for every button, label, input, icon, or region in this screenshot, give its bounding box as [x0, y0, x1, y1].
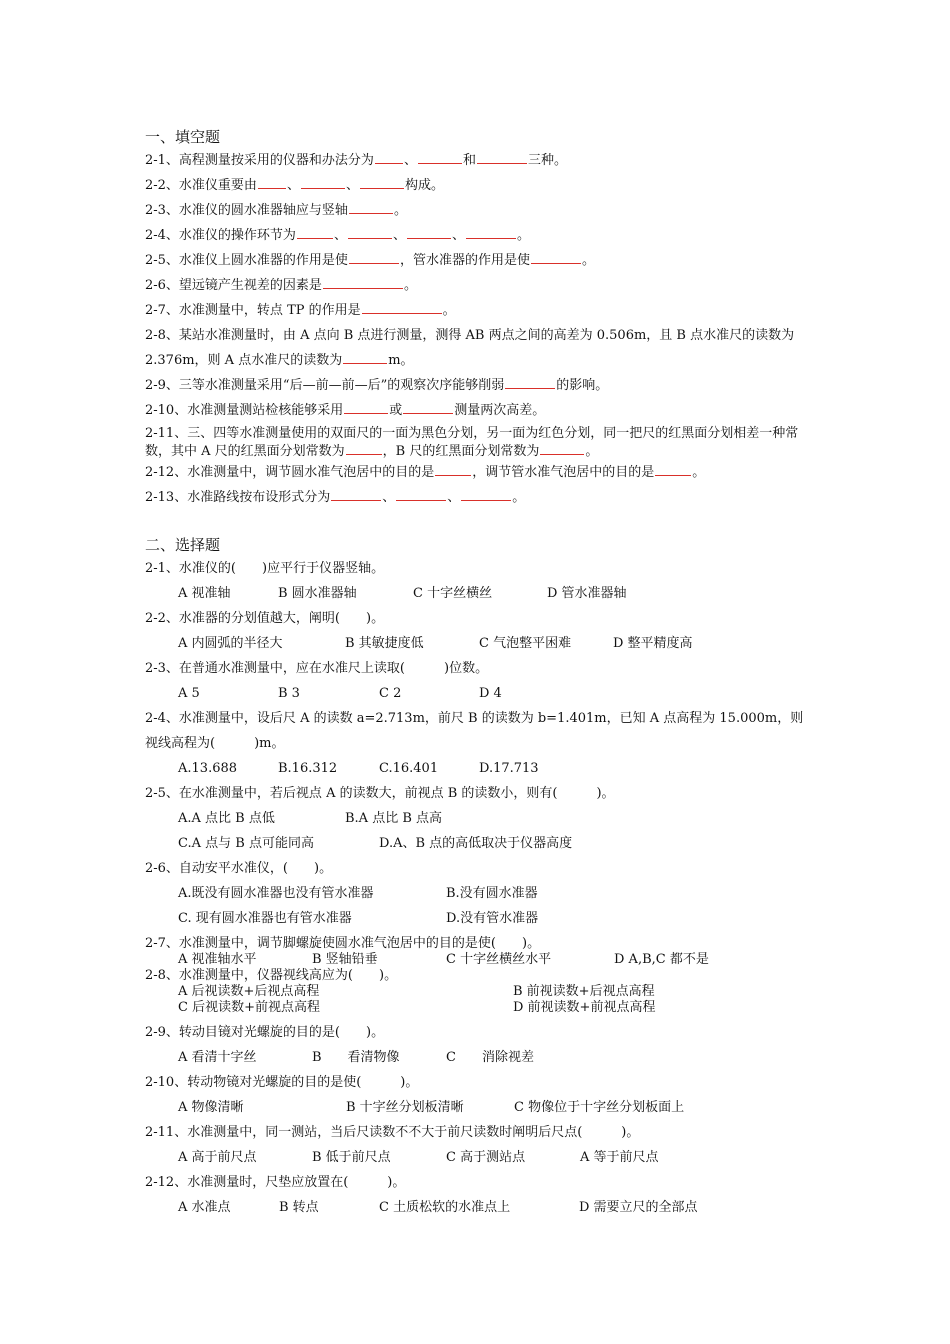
option-a[interactable]: A 后视读数+后视点高程: [178, 984, 320, 999]
options-2-11: [145, 1145, 810, 1170]
question-2-2-choice: 2-2、水准器的分划值越大，阐明( )。: [145, 611, 385, 626]
option-c[interactable]: C 十字丝横丝: [413, 586, 493, 601]
options-2-5: [145, 806, 810, 831]
answer-blank[interactable]: [331, 488, 381, 501]
answer-blank[interactable]: [375, 151, 403, 164]
options-2-5-row2: [145, 831, 810, 856]
option-a[interactable]: A 视准轴: [178, 586, 231, 601]
option-d[interactable]: D A,B,C 都不是: [614, 952, 709, 967]
option-c[interactable]: C 十字丝横丝水平: [446, 952, 552, 967]
option-c[interactable]: C 土质松软的水准点上: [379, 1200, 511, 1215]
answer-blank[interactable]: [301, 176, 345, 189]
option-b[interactable]: B.A 点比 B 点高: [345, 811, 443, 826]
option-c[interactable]: C 气泡整平困难: [479, 636, 572, 651]
answer-blank[interactable]: [349, 201, 393, 214]
question-2-4: 2-4、水准仪的操作环节为 、 、 、 。: [145, 228, 530, 243]
question-2-8: 2-8、某站水准测量时，由 A 点向 B 点进行测量，测得 AB 两点之间的高差为 0.506m，且 B 点水准尺的读数为 2.376m，则 A 点水准尺的读数为 m。: [145, 328, 795, 368]
option-b[interactable]: B 竖轴铅垂: [312, 952, 378, 967]
option-a2[interactable]: A 等于前尺点: [580, 1150, 659, 1165]
answer-blank[interactable]: [344, 401, 388, 414]
question-2-1: 2-1、高程测量按采用的仪器和办法分为 、 和 三种。: [145, 153, 567, 168]
option-c[interactable]: C 消除视差: [446, 1050, 534, 1065]
question-2-11: 2-11、三、四等水准测量使用的双面尺的一面为黑色分划，另一面为红色分划，同一把尺的红黑面分划相差一种常数，其中 A 尺的红黑面分划常数为 ，B 尺的红黑面分划常数为 。: [145, 426, 799, 459]
option-a[interactable]: A.A 点比 B 点低: [178, 811, 275, 826]
option-a[interactable]: A 看清十字丝: [178, 1050, 257, 1065]
options-2-6: [145, 881, 810, 906]
question-2-6: 2-6、望远镜产生视差的因素是 。: [145, 278, 417, 293]
option-b[interactable]: B.没有圆水准器: [446, 886, 538, 901]
option-b[interactable]: B 转点: [279, 1200, 319, 1215]
option-d[interactable]: D 整平精度高: [613, 636, 693, 651]
answer-blank[interactable]: [362, 301, 442, 314]
option-d[interactable]: D.没有管水准器: [446, 911, 539, 926]
answer-blank[interactable]: [531, 251, 581, 264]
answer-blank[interactable]: [540, 442, 584, 455]
option-c[interactable]: C 物像位于十字丝分划板面上: [514, 1100, 685, 1115]
answer-blank[interactable]: [348, 226, 392, 239]
options-2-10: [145, 1095, 810, 1120]
question-2-9-choice: 2-9、转动目镜对光螺旋的目的是( )。: [145, 1025, 385, 1040]
question-2-3: 2-3、水准仪的圆水准器轴应与竖轴 。: [145, 203, 407, 218]
answer-blank[interactable]: [297, 226, 333, 239]
question-2-2: 2-2、水准仪重要由 、 、 构成。: [145, 178, 444, 193]
answer-blank[interactable]: [477, 151, 527, 164]
option-c[interactable]: C. 现有圆水准器也有管水准器: [178, 911, 352, 926]
option-d[interactable]: D 前视读数+前视点高程: [513, 1000, 656, 1015]
options-2-3: [145, 681, 810, 706]
option-a[interactable]: A.13.688: [178, 761, 238, 776]
question-2-3-choice: 2-3、在普通水准测量中，应在水准尺上读取( )位数。: [145, 661, 489, 676]
question-2-4-choice: 2-4、水准测量中，设后尺 A 的读数 a=2.713m，前尺 B 的读数为 b=1.401m，已知 A 点高程为 15.000m，则视线高程为( )m。: [145, 711, 804, 751]
option-a[interactable]: A.既没有圆水准器也没有管水准器: [178, 886, 374, 901]
answer-blank[interactable]: [346, 442, 382, 455]
option-d[interactable]: D 4: [479, 686, 502, 701]
question-2-10: 2-10、水准测量测站检核能够采用 或 测量两次高差。: [145, 403, 546, 418]
question-2-7: 2-7、水准测量中，转点 TP 的作用是 。: [145, 303, 456, 318]
option-a[interactable]: A 内圆弧的半径大: [178, 636, 283, 651]
question-2-6-choice: 2-6、自动安平水准仪，( )。: [145, 861, 333, 876]
option-d[interactable]: D.17.713: [479, 761, 539, 776]
answer-blank[interactable]: [343, 351, 387, 364]
options-2-12: [145, 1195, 810, 1220]
option-c[interactable]: C.16.401: [379, 761, 439, 776]
answer-blank[interactable]: [323, 276, 403, 289]
answer-blank[interactable]: [403, 401, 453, 414]
answer-blank[interactable]: [349, 251, 399, 264]
option-b[interactable]: B.16.312: [278, 761, 338, 776]
answer-blank[interactable]: [407, 226, 451, 239]
option-a[interactable]: A 5: [178, 686, 200, 701]
option-c[interactable]: C.A 点与 B 点可能同高: [178, 836, 314, 851]
question-2-11-choice: 2-11、水准测量中，同一测站，当后尺读数不不大于前尺读数时阐明后尺点( )。: [145, 1125, 640, 1140]
option-b[interactable]: B 3: [278, 686, 300, 701]
question-2-12: 2-12、水准测量中，调节圆水准气泡居中的目的是 ，调节管水准气泡居中的目的是 。: [145, 465, 706, 480]
option-b[interactable]: B 前视读数+后视点高程: [513, 984, 655, 999]
option-a[interactable]: A 水准点: [178, 1200, 231, 1215]
option-d[interactable]: D 管水准器轴: [547, 586, 627, 601]
options-2-4: [145, 756, 810, 781]
option-b[interactable]: B 十字丝分划板清晰: [346, 1100, 464, 1115]
option-b[interactable]: B 其敏捷度低: [345, 636, 424, 651]
options-2-8: [145, 984, 810, 1000]
answer-blank[interactable]: [435, 463, 471, 476]
question-2-7-choice: 2-7、水准测量中，调节脚螺旋使圆水准气泡居中的目的是使( )。: [145, 936, 541, 951]
answer-blank[interactable]: [466, 226, 516, 239]
answer-blank[interactable]: [360, 176, 404, 189]
answer-blank[interactable]: [655, 463, 691, 476]
question-2-10-choice: 2-10、转动物镜对光螺旋的目的是使( )。: [145, 1075, 419, 1090]
question-2-12-choice: 2-12、水准测量时，尺垫应放置在( )。: [145, 1175, 406, 1190]
question-2-1-choice: 2-1、水准仪的( )应平行于仪器竖轴。: [145, 561, 385, 576]
answer-blank[interactable]: [396, 488, 446, 501]
options-2-8-row2: [145, 1000, 810, 1016]
options-2-7: [145, 952, 810, 968]
option-a[interactable]: A 物像清晰: [178, 1100, 244, 1115]
options-2-9: [145, 1045, 810, 1070]
option-b[interactable]: B 低于前尺点: [312, 1150, 391, 1165]
answer-blank[interactable]: [461, 488, 511, 501]
options-2-2: [145, 631, 810, 656]
question-2-5-choice: 2-5、在水准测量中，若后视点 A 的读数大，前视点 B 的读数小，则有( )。: [145, 786, 615, 801]
question-2-13: 2-13、水准路线按布设形式分为 、 、 。: [145, 490, 526, 505]
option-d[interactable]: D.A、B 点的高低取决于仪器高度: [379, 836, 573, 851]
question-2-9: 2-9、三等水准测量采用“后—前—前—后”的观察次序能够削弱 的影响。: [145, 378, 609, 393]
option-b[interactable]: B 圆水准器轴: [278, 586, 357, 601]
options-2-1: [145, 581, 810, 606]
section-title-multiple-choice: 二、选择题: [145, 536, 221, 554]
option-c[interactable]: C 高于测站点: [446, 1150, 526, 1165]
exam-content: [145, 126, 810, 1220]
option-a[interactable]: A 高于前尺点: [178, 1150, 257, 1165]
question-2-8-choice: 2-8、水准测量中，仪器视线高应为( )。: [145, 968, 398, 983]
option-c[interactable]: C 后视读数+前视点高程: [178, 1000, 320, 1015]
options-2-6-row2: [145, 906, 810, 931]
option-b[interactable]: B 看清物像: [312, 1050, 400, 1065]
answer-blank[interactable]: [258, 176, 286, 189]
question-2-5: 2-5、水准仪上圆水准器的作用是使 ，管水准器的作用是使 。: [145, 253, 595, 268]
answer-blank[interactable]: [418, 151, 462, 164]
answer-blank[interactable]: [505, 376, 555, 389]
option-d[interactable]: D 需要立尺的全部点: [579, 1200, 698, 1215]
option-c[interactable]: C 2: [379, 686, 402, 701]
section-title-fill-blank: 一、填空题: [145, 128, 221, 146]
option-a[interactable]: A 视准轴水平: [178, 952, 257, 967]
